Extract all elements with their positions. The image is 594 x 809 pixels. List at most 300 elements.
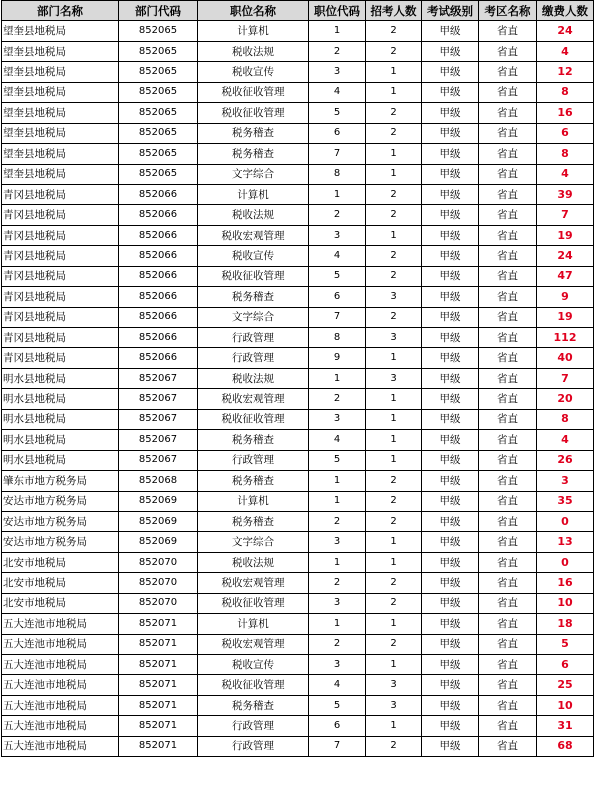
header-exam-area: 考区名称 <box>479 1 537 21</box>
department-name-cell: 望奎县地税局 <box>2 103 119 123</box>
recruit-count-cell: 3 <box>366 695 422 715</box>
header-position-name: 职位名称 <box>198 1 309 21</box>
position-code-cell: 7 <box>309 307 366 327</box>
header-position-code: 职位代码 <box>309 1 366 21</box>
recruit-count-cell: 1 <box>366 409 422 429</box>
department-code-cell: 852065 <box>119 103 198 123</box>
department-code-cell: 852071 <box>119 614 198 634</box>
position-name-cell: 计算机 <box>198 184 309 204</box>
position-code-cell: 1 <box>309 21 366 41</box>
department-code-cell: 852066 <box>119 246 198 266</box>
payment-count-cell: 0 <box>537 552 594 572</box>
exam-area-cell: 省直 <box>479 552 537 572</box>
position-code-cell: 2 <box>309 634 366 654</box>
department-name-cell: 明水县地税局 <box>2 409 119 429</box>
position-name-cell: 税收宏观管理 <box>198 225 309 245</box>
department-code-cell: 852071 <box>119 675 198 695</box>
department-code-cell: 852066 <box>119 184 198 204</box>
payment-count-cell: 25 <box>537 675 594 695</box>
recruit-count-cell: 1 <box>366 430 422 450</box>
department-code-cell: 852066 <box>119 287 198 307</box>
exam-level-cell: 甲级 <box>422 184 479 204</box>
position-code-cell: 1 <box>309 368 366 388</box>
exam-level-cell: 甲级 <box>422 368 479 388</box>
header-recruit-count: 招考人数 <box>366 1 422 21</box>
department-code-cell: 852070 <box>119 573 198 593</box>
header-row <box>2 1 594 21</box>
department-code-cell: 852065 <box>119 21 198 41</box>
recruit-count-cell: 1 <box>366 614 422 634</box>
department-code-cell: 852065 <box>119 82 198 102</box>
recruit-count-cell: 2 <box>366 593 422 613</box>
payment-count-cell: 8 <box>537 82 594 102</box>
department-code-cell: 852069 <box>119 511 198 531</box>
exam-level-cell: 甲级 <box>422 532 479 552</box>
position-name-cell: 税收宏观管理 <box>198 634 309 654</box>
department-code-cell: 852067 <box>119 368 198 388</box>
table-row <box>2 328 594 348</box>
recruitment-table <box>1 0 594 757</box>
position-code-cell: 2 <box>309 573 366 593</box>
header-department-code: 部门代码 <box>119 1 198 21</box>
department-code-cell: 852069 <box>119 491 198 511</box>
position-name-cell: 税收征收管理 <box>198 409 309 429</box>
exam-level-cell: 甲级 <box>422 614 479 634</box>
department-code-cell: 852066 <box>119 266 198 286</box>
recruit-count-cell: 1 <box>366 552 422 572</box>
table-row <box>2 552 594 572</box>
table-row <box>2 695 594 715</box>
position-name-cell: 税收法规 <box>198 205 309 225</box>
exam-area-cell: 省直 <box>479 368 537 388</box>
department-name-cell: 五大连池市地税局 <box>2 736 119 756</box>
position-name-cell: 税务稽查 <box>198 287 309 307</box>
position-name-cell: 税收宣传 <box>198 246 309 266</box>
position-code-cell: 3 <box>309 225 366 245</box>
position-name-cell: 文字综合 <box>198 164 309 184</box>
table-row <box>2 266 594 286</box>
exam-area-cell: 省直 <box>479 593 537 613</box>
payment-count-cell: 18 <box>537 614 594 634</box>
table-row <box>2 736 594 756</box>
department-code-cell: 852065 <box>119 164 198 184</box>
exam-area-cell: 省直 <box>479 736 537 756</box>
department-name-cell: 明水县地税局 <box>2 368 119 388</box>
exam-area-cell: 省直 <box>479 184 537 204</box>
table-row <box>2 225 594 245</box>
table-row <box>2 573 594 593</box>
position-code-cell: 2 <box>309 41 366 61</box>
table-row <box>2 287 594 307</box>
recruit-count-cell: 1 <box>366 655 422 675</box>
exam-level-cell: 甲级 <box>422 450 479 470</box>
department-code-cell: 852066 <box>119 307 198 327</box>
department-code-cell: 852071 <box>119 695 198 715</box>
position-name-cell: 税收法规 <box>198 552 309 572</box>
exam-level-cell: 甲级 <box>422 164 479 184</box>
exam-level-cell: 甲级 <box>422 593 479 613</box>
table-row <box>2 593 594 613</box>
table-row <box>2 144 594 164</box>
payment-count-cell: 31 <box>537 716 594 736</box>
recruit-count-cell: 2 <box>366 491 422 511</box>
recruit-count-cell: 2 <box>366 205 422 225</box>
table-row <box>2 246 594 266</box>
exam-area-cell: 省直 <box>479 532 537 552</box>
department-name-cell: 青冈县地税局 <box>2 184 119 204</box>
position-name-cell: 行政管理 <box>198 348 309 368</box>
exam-level-cell: 甲级 <box>422 103 479 123</box>
recruit-count-cell: 1 <box>366 225 422 245</box>
department-code-cell: 852071 <box>119 634 198 654</box>
position-name-cell: 税收宏观管理 <box>198 573 309 593</box>
department-code-cell: 852065 <box>119 62 198 82</box>
payment-count-cell: 68 <box>537 736 594 756</box>
department-code-cell: 852065 <box>119 123 198 143</box>
exam-area-cell: 省直 <box>479 246 537 266</box>
exam-area-cell: 省直 <box>479 307 537 327</box>
table-row <box>2 205 594 225</box>
department-name-cell: 望奎县地税局 <box>2 41 119 61</box>
payment-count-cell: 47 <box>537 266 594 286</box>
table-row <box>2 307 594 327</box>
exam-level-cell: 甲级 <box>422 144 479 164</box>
table-row <box>2 41 594 61</box>
exam-area-cell: 省直 <box>479 225 537 245</box>
exam-level-cell: 甲级 <box>422 634 479 654</box>
department-name-cell: 安达市地方税务局 <box>2 511 119 531</box>
payment-count-cell: 8 <box>537 144 594 164</box>
exam-area-cell: 省直 <box>479 41 537 61</box>
position-code-cell: 2 <box>309 205 366 225</box>
exam-area-cell: 省直 <box>479 511 537 531</box>
exam-area-cell: 省直 <box>479 389 537 409</box>
exam-level-cell: 甲级 <box>422 266 479 286</box>
position-name-cell: 税收宏观管理 <box>198 389 309 409</box>
position-code-cell: 3 <box>309 593 366 613</box>
payment-count-cell: 13 <box>537 532 594 552</box>
position-name-cell: 税收宣传 <box>198 655 309 675</box>
position-code-cell: 1 <box>309 491 366 511</box>
payment-count-cell: 20 <box>537 389 594 409</box>
payment-count-cell: 24 <box>537 21 594 41</box>
payment-count-cell: 6 <box>537 655 594 675</box>
position-name-cell: 税务稽查 <box>198 123 309 143</box>
department-code-cell: 852065 <box>119 41 198 61</box>
department-name-cell: 青冈县地税局 <box>2 266 119 286</box>
table-row <box>2 368 594 388</box>
exam-level-cell: 甲级 <box>422 409 479 429</box>
exam-level-cell: 甲级 <box>422 430 479 450</box>
exam-area-cell: 省直 <box>479 266 537 286</box>
department-code-cell: 852070 <box>119 593 198 613</box>
department-name-cell: 安达市地方税务局 <box>2 532 119 552</box>
department-code-cell: 852071 <box>119 716 198 736</box>
table-row <box>2 123 594 143</box>
department-name-cell: 安达市地方税务局 <box>2 491 119 511</box>
exam-area-cell: 省直 <box>479 471 537 491</box>
payment-count-cell: 10 <box>537 695 594 715</box>
exam-area-cell: 省直 <box>479 144 537 164</box>
exam-level-cell: 甲级 <box>422 389 479 409</box>
position-code-cell: 3 <box>309 62 366 82</box>
recruit-count-cell: 2 <box>366 573 422 593</box>
recruit-count-cell: 2 <box>366 41 422 61</box>
department-name-cell: 青冈县地税局 <box>2 348 119 368</box>
payment-count-cell: 9 <box>537 287 594 307</box>
table-row <box>2 491 594 511</box>
payment-count-cell: 0 <box>537 511 594 531</box>
position-code-cell: 1 <box>309 471 366 491</box>
exam-level-cell: 甲级 <box>422 511 479 531</box>
position-code-cell: 4 <box>309 246 366 266</box>
recruit-count-cell: 1 <box>366 144 422 164</box>
position-name-cell: 计算机 <box>198 491 309 511</box>
exam-level-cell: 甲级 <box>422 552 479 572</box>
position-name-cell: 税务稽查 <box>198 511 309 531</box>
department-name-cell: 明水县地税局 <box>2 389 119 409</box>
position-code-cell: 4 <box>309 82 366 102</box>
department-name-cell: 五大连池市地税局 <box>2 716 119 736</box>
department-code-cell: 852065 <box>119 144 198 164</box>
recruit-count-cell: 3 <box>366 328 422 348</box>
recruit-count-cell: 2 <box>366 103 422 123</box>
exam-level-cell: 甲级 <box>422 491 479 511</box>
department-name-cell: 青冈县地税局 <box>2 225 119 245</box>
position-code-cell: 3 <box>309 655 366 675</box>
recruit-count-cell: 1 <box>366 82 422 102</box>
payment-count-cell: 19 <box>537 225 594 245</box>
position-name-cell: 行政管理 <box>198 716 309 736</box>
department-code-cell: 852066 <box>119 348 198 368</box>
position-name-cell: 文字综合 <box>198 532 309 552</box>
position-name-cell: 税务稽查 <box>198 471 309 491</box>
table-row <box>2 655 594 675</box>
position-name-cell: 税收法规 <box>198 368 309 388</box>
department-name-cell: 五大连池市地税局 <box>2 614 119 634</box>
exam-area-cell: 省直 <box>479 123 537 143</box>
position-code-cell: 9 <box>309 348 366 368</box>
table-row <box>2 471 594 491</box>
exam-area-cell: 省直 <box>479 164 537 184</box>
position-code-cell: 7 <box>309 144 366 164</box>
recruit-count-cell: 2 <box>366 307 422 327</box>
exam-area-cell: 省直 <box>479 634 537 654</box>
department-name-cell: 望奎县地税局 <box>2 82 119 102</box>
header-department-name: 部门名称 <box>2 1 119 21</box>
table-row <box>2 348 594 368</box>
department-code-cell: 852069 <box>119 532 198 552</box>
exam-level-cell: 甲级 <box>422 82 479 102</box>
exam-level-cell: 甲级 <box>422 123 479 143</box>
table-body <box>2 21 594 757</box>
position-name-cell: 税收法规 <box>198 41 309 61</box>
payment-count-cell: 5 <box>537 634 594 654</box>
payment-count-cell: 7 <box>537 205 594 225</box>
exam-area-cell: 省直 <box>479 716 537 736</box>
exam-level-cell: 甲级 <box>422 225 479 245</box>
position-name-cell: 税收征收管理 <box>198 593 309 613</box>
department-name-cell: 青冈县地税局 <box>2 205 119 225</box>
exam-area-cell: 省直 <box>479 205 537 225</box>
department-name-cell: 五大连池市地税局 <box>2 634 119 654</box>
exam-level-cell: 甲级 <box>422 695 479 715</box>
exam-area-cell: 省直 <box>479 614 537 634</box>
exam-level-cell: 甲级 <box>422 62 479 82</box>
department-name-cell: 明水县地税局 <box>2 450 119 470</box>
department-name-cell: 明水县地税局 <box>2 430 119 450</box>
exam-level-cell: 甲级 <box>422 287 479 307</box>
position-name-cell: 税收征收管理 <box>198 675 309 695</box>
payment-count-cell: 40 <box>537 348 594 368</box>
recruit-count-cell: 3 <box>366 368 422 388</box>
recruit-count-cell: 1 <box>366 164 422 184</box>
position-code-cell: 6 <box>309 716 366 736</box>
exam-level-cell: 甲级 <box>422 205 479 225</box>
exam-area-cell: 省直 <box>479 573 537 593</box>
recruit-count-cell: 1 <box>366 450 422 470</box>
position-code-cell: 8 <box>309 328 366 348</box>
position-code-cell: 5 <box>309 695 366 715</box>
exam-area-cell: 省直 <box>479 103 537 123</box>
position-code-cell: 5 <box>309 266 366 286</box>
payment-count-cell: 12 <box>537 62 594 82</box>
table-row <box>2 716 594 736</box>
payment-count-cell: 4 <box>537 41 594 61</box>
recruit-count-cell: 2 <box>366 266 422 286</box>
payment-count-cell: 4 <box>537 164 594 184</box>
exam-area-cell: 省直 <box>479 409 537 429</box>
position-name-cell: 计算机 <box>198 614 309 634</box>
exam-area-cell: 省直 <box>479 82 537 102</box>
payment-count-cell: 24 <box>537 246 594 266</box>
table-row <box>2 614 594 634</box>
exam-area-cell: 省直 <box>479 21 537 41</box>
exam-level-cell: 甲级 <box>422 736 479 756</box>
exam-level-cell: 甲级 <box>422 246 479 266</box>
table-row <box>2 389 594 409</box>
table-row <box>2 634 594 654</box>
recruit-count-cell: 2 <box>366 471 422 491</box>
exam-area-cell: 省直 <box>479 675 537 695</box>
position-name-cell: 计算机 <box>198 21 309 41</box>
payment-count-cell: 10 <box>537 593 594 613</box>
exam-level-cell: 甲级 <box>422 21 479 41</box>
recruit-count-cell: 1 <box>366 389 422 409</box>
table-row <box>2 103 594 123</box>
payment-count-cell: 16 <box>537 103 594 123</box>
exam-area-cell: 省直 <box>479 348 537 368</box>
department-name-cell: 北安市地税局 <box>2 573 119 593</box>
exam-area-cell: 省直 <box>479 655 537 675</box>
table-row <box>2 450 594 470</box>
position-code-cell: 3 <box>309 532 366 552</box>
exam-area-cell: 省直 <box>479 450 537 470</box>
department-name-cell: 青冈县地税局 <box>2 328 119 348</box>
payment-count-cell: 6 <box>537 123 594 143</box>
position-name-cell: 税收征收管理 <box>198 266 309 286</box>
department-code-cell: 852070 <box>119 552 198 572</box>
table-row <box>2 532 594 552</box>
department-name-cell: 肇东市地方税务局 <box>2 471 119 491</box>
exam-area-cell: 省直 <box>479 695 537 715</box>
position-code-cell: 7 <box>309 736 366 756</box>
table-row <box>2 430 594 450</box>
position-name-cell: 税务稽查 <box>198 144 309 164</box>
position-code-cell: 1 <box>309 614 366 634</box>
exam-level-cell: 甲级 <box>422 307 479 327</box>
position-name-cell: 税务稽查 <box>198 430 309 450</box>
department-code-cell: 852071 <box>119 736 198 756</box>
position-code-cell: 1 <box>309 552 366 572</box>
payment-count-cell: 26 <box>537 450 594 470</box>
department-name-cell: 望奎县地税局 <box>2 123 119 143</box>
position-code-cell: 1 <box>309 184 366 204</box>
department-name-cell: 青冈县地税局 <box>2 287 119 307</box>
exam-area-cell: 省直 <box>479 430 537 450</box>
exam-area-cell: 省直 <box>479 287 537 307</box>
exam-level-cell: 甲级 <box>422 328 479 348</box>
exam-level-cell: 甲级 <box>422 41 479 61</box>
recruit-count-cell: 2 <box>366 634 422 654</box>
department-code-cell: 852066 <box>119 205 198 225</box>
department-name-cell: 望奎县地税局 <box>2 21 119 41</box>
department-code-cell: 852071 <box>119 655 198 675</box>
recruit-count-cell: 1 <box>366 348 422 368</box>
table-row <box>2 675 594 695</box>
table-row <box>2 62 594 82</box>
exam-area-cell: 省直 <box>479 328 537 348</box>
department-code-cell: 852067 <box>119 430 198 450</box>
header-exam-level: 考试级别 <box>422 1 479 21</box>
exam-level-cell: 甲级 <box>422 471 479 491</box>
exam-area-cell: 省直 <box>479 62 537 82</box>
position-name-cell: 文字综合 <box>198 307 309 327</box>
position-name-cell: 税务稽查 <box>198 695 309 715</box>
payment-count-cell: 112 <box>537 328 594 348</box>
department-name-cell: 青冈县地税局 <box>2 307 119 327</box>
department-code-cell: 852067 <box>119 409 198 429</box>
table-row <box>2 21 594 41</box>
department-name-cell: 青冈县地税局 <box>2 246 119 266</box>
department-code-cell: 852066 <box>119 225 198 245</box>
position-name-cell: 行政管理 <box>198 328 309 348</box>
recruit-count-cell: 3 <box>366 675 422 695</box>
department-code-cell: 852066 <box>119 328 198 348</box>
recruit-count-cell: 2 <box>366 246 422 266</box>
department-code-cell: 852068 <box>119 471 198 491</box>
position-code-cell: 2 <box>309 511 366 531</box>
recruit-count-cell: 1 <box>366 532 422 552</box>
position-code-cell: 8 <box>309 164 366 184</box>
position-name-cell: 行政管理 <box>198 736 309 756</box>
recruit-count-cell: 3 <box>366 287 422 307</box>
table-row <box>2 409 594 429</box>
payment-count-cell: 39 <box>537 184 594 204</box>
department-code-cell: 852067 <box>119 450 198 470</box>
table-row <box>2 164 594 184</box>
recruit-count-cell: 2 <box>366 21 422 41</box>
position-code-cell: 6 <box>309 287 366 307</box>
position-name-cell: 行政管理 <box>198 450 309 470</box>
exam-level-cell: 甲级 <box>422 573 479 593</box>
payment-count-cell: 3 <box>537 471 594 491</box>
recruit-count-cell: 2 <box>366 184 422 204</box>
department-name-cell: 五大连池市地税局 <box>2 655 119 675</box>
position-code-cell: 3 <box>309 409 366 429</box>
recruit-count-cell: 2 <box>366 736 422 756</box>
exam-level-cell: 甲级 <box>422 348 479 368</box>
